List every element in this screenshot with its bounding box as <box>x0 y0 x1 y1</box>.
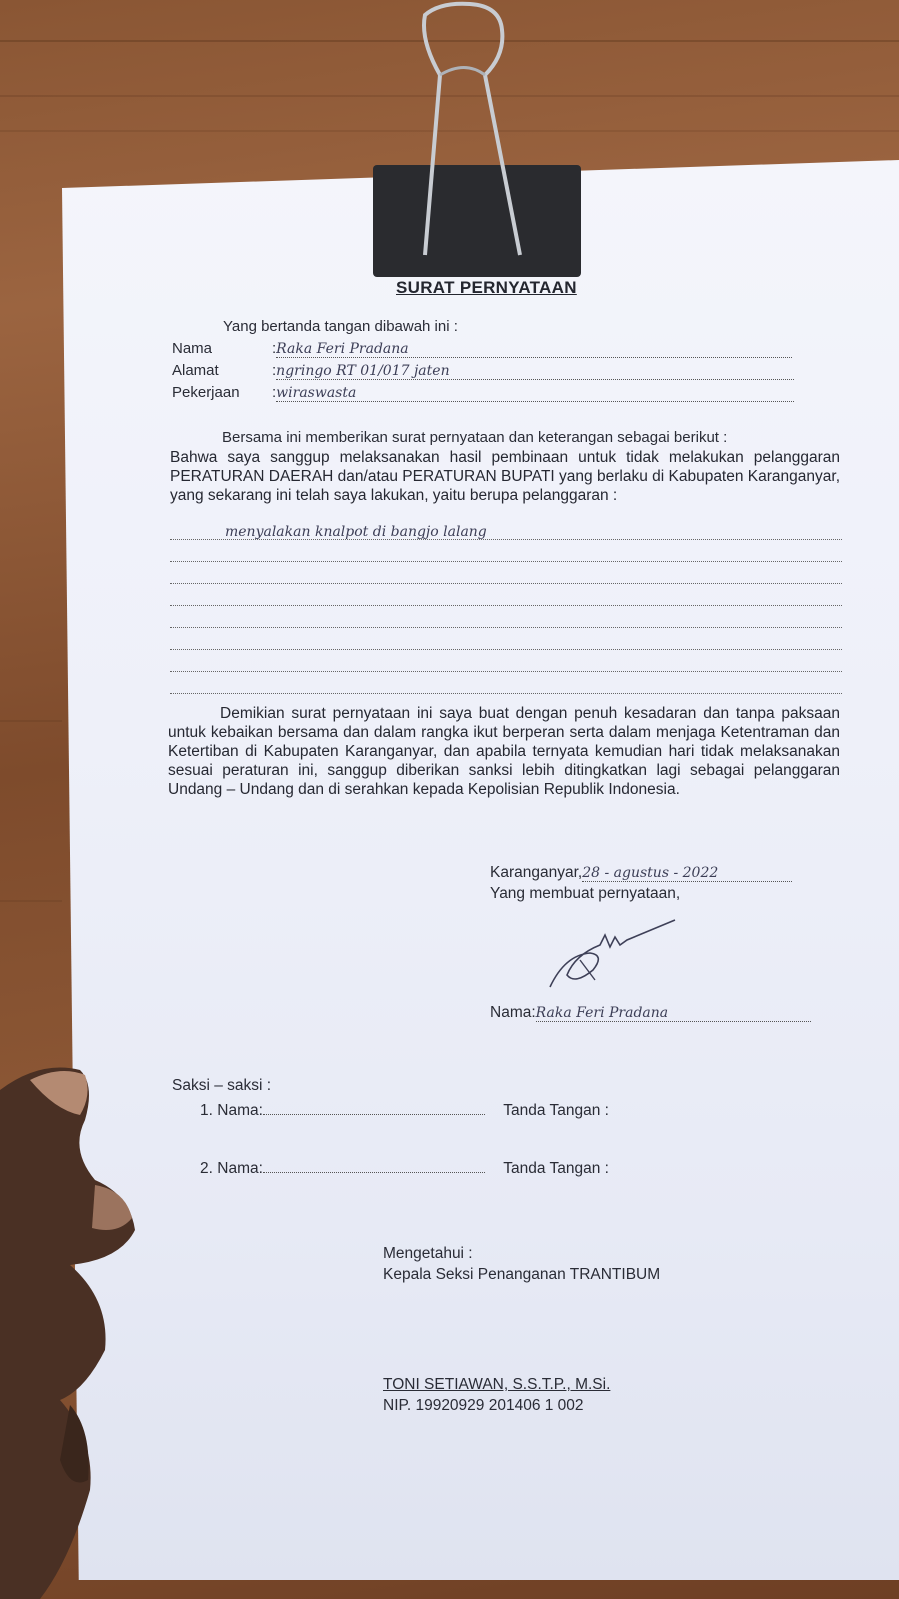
witness-row <box>200 1160 609 1178</box>
dotted-line <box>170 692 842 694</box>
witness-name-blank <box>263 1114 485 1115</box>
field-value-nama: Raka Feri Pradana <box>276 341 792 358</box>
signer-name-row: Nama:Raka Feri Pradana <box>490 1004 811 1022</box>
witness-name-label: Nama: <box>217 1102 263 1119</box>
maker-label: Yang membuat pernyataan, <box>490 885 681 902</box>
official-nip: NIP. 19920929 201406 1 002 <box>383 1397 584 1414</box>
statement-lead: Bersama ini memberikan surat pernyataan dan keterangan sebagai berikut : <box>222 429 728 446</box>
field-value-alamat: ngringo RT 01/017 jaten <box>276 363 794 380</box>
dotted-line <box>170 560 842 562</box>
dotted-line <box>170 604 842 606</box>
witness-sign-label: Tanda Tangan : <box>503 1160 609 1177</box>
official-name: TONI SETIAWAN, S.S.T.P., M.Si. <box>383 1376 611 1393</box>
place-label: Karanganyar, <box>490 864 583 881</box>
binder-clip-wire-icon <box>0 0 899 300</box>
field-label: Nama <box>172 340 213 357</box>
document-title: SURAT PERNYATAAN <box>396 278 577 297</box>
witness-name-label: Nama: <box>217 1160 263 1177</box>
dotted-line <box>170 582 842 584</box>
acknowledge-role: Kepala Seksi Penanganan TRANTIBUM <box>383 1266 661 1283</box>
field-value-pekerjaan: wiraswasta <box>276 385 794 402</box>
signer-name-value: Raka Feri Pradana <box>536 1005 811 1022</box>
witness-title: Saksi – saksi : <box>172 1077 272 1094</box>
violation-value: menyalakan knalpot di bangjo lalang <box>225 524 487 540</box>
field-label: Pekerjaan <box>172 384 240 401</box>
dotted-line <box>170 648 842 650</box>
signature-scribble-icon <box>545 915 695 995</box>
dotted-line <box>170 670 842 672</box>
statement-body: Bahwa saya sanggup melaksanakan hasil pembinaan untuk tidak melakukan pelanggaran PERATURAN DAERAH dan/atau PERATURAN BUPATI yang berlaku di Kabupaten Karanganyar, yang sekarang ini telah saya lakukan, yaitu berupa pelanggaran : <box>170 449 840 504</box>
witness-sign-label: Tanda Tangan : <box>503 1102 609 1119</box>
field-pekerjaan <box>172 384 794 402</box>
acknowledge-label: Mengetahui : <box>383 1245 473 1262</box>
field-alamat <box>172 362 794 380</box>
name-label: Nama <box>490 1004 532 1021</box>
witness-number: 2. <box>200 1160 213 1177</box>
field-colon: : <box>272 384 277 401</box>
field-colon: : <box>272 340 277 357</box>
witness-name-blank <box>263 1172 485 1173</box>
hand-icon <box>0 1060 150 1599</box>
place-date <box>490 864 792 882</box>
dotted-line <box>170 626 842 628</box>
dotted-line <box>170 538 842 540</box>
field-label: Alamat <box>172 362 219 379</box>
witness-number: 1. <box>200 1102 213 1119</box>
date-value: 28 - agustus - 2022 <box>582 865 792 882</box>
field-nama <box>172 340 792 358</box>
witness-row <box>200 1102 609 1120</box>
closing-paragraph: Demikian surat pernyataan ini saya buat dengan penuh kesadaran dan tanpa paksaan untuk kebaikan bersama dan dalam rangka ikut berperan serta dalam menjaga Ketentraman dan Ketertiban di Kabupaten Karanganyar, dan apabila ternyata kemudian hari tidak melaksanakan sesuai peraturan ini, sanggup diberikan sanksi lebih ditingkatkan lagi sebagai pelanggaran Undang – Undang dan di serahkan kepada Kepolisian Republik Indonesia. <box>168 705 840 798</box>
field-colon: : <box>272 362 277 379</box>
intro-text: Yang bertanda tangan dibawah ini : <box>223 318 458 335</box>
